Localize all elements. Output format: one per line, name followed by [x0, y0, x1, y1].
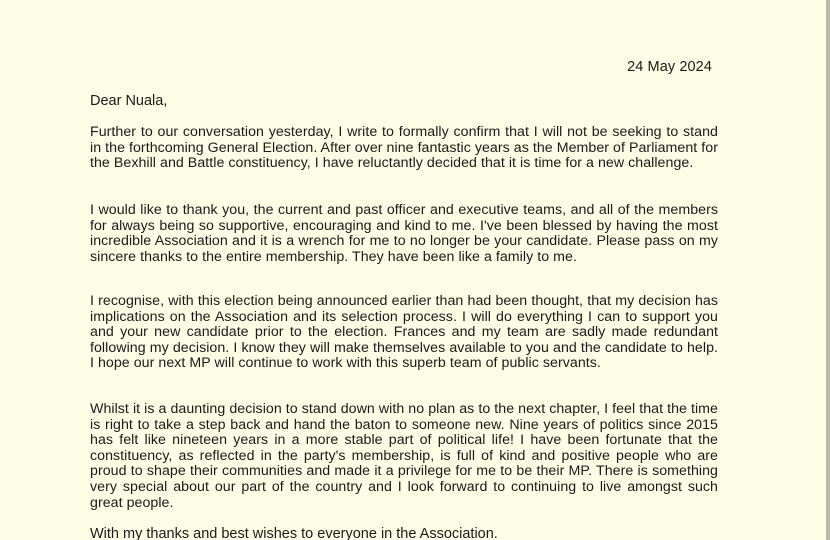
salutation: Dear Nuala,: [90, 93, 168, 109]
letter-date: 24 May 2024: [627, 59, 712, 75]
paragraph-2: I would like to thank you, the current and past officer and executive teams, and all of the members for always being so supportive, encouraging and kind to me. I've been blessed by having the most incredible Association and it is a wrench for me to no longer be your candidate. Please pass on my sincere thanks to the entire membership. They have been like a family to me.: [90, 202, 718, 265]
paragraph-1: Further to our conversation yesterday, I write to formally confirm that I will not be seeking to stand in the forthcoming General Election. After over nine fantastic years as the Member of Parliament for the Bexhill and Battle constituency, I have reluctantly decided that it is time for a new challenge.: [90, 124, 718, 172]
paragraph-3: I recognise, with this election being announced earlier than had been thought, that my decision has implications on the Association and its selection process. I will do everything I can to support you and your new candidate prior to the election. Frances and my team are sadly made redundant following my decision. I know they will make themselves available to you and the candidate to help. I hope our next MP will continue to work with this superb team of public servants.: [90, 293, 718, 372]
paragraph-4: Whilst it is a daunting decision to stand down with no plan as to the next chapter, I feel that the time is right to take a step back and hand the baton to someone new. Nine years of politics since 2015 has felt like nineteen years in a more stable part of political life! I have been fortunate that the constituency, as reflected in the party's membership, is full of kind and positive people who are proud to shape their communities and made it a privilege for me to be their MP. There is something very special about our part of the country and I look forward to continuing to live amongst such great people.: [90, 401, 718, 511]
page-edge-shadow: [826, 0, 830, 540]
closing-line: With my thanks and best wishes to everyone in the Association.: [90, 526, 498, 540]
